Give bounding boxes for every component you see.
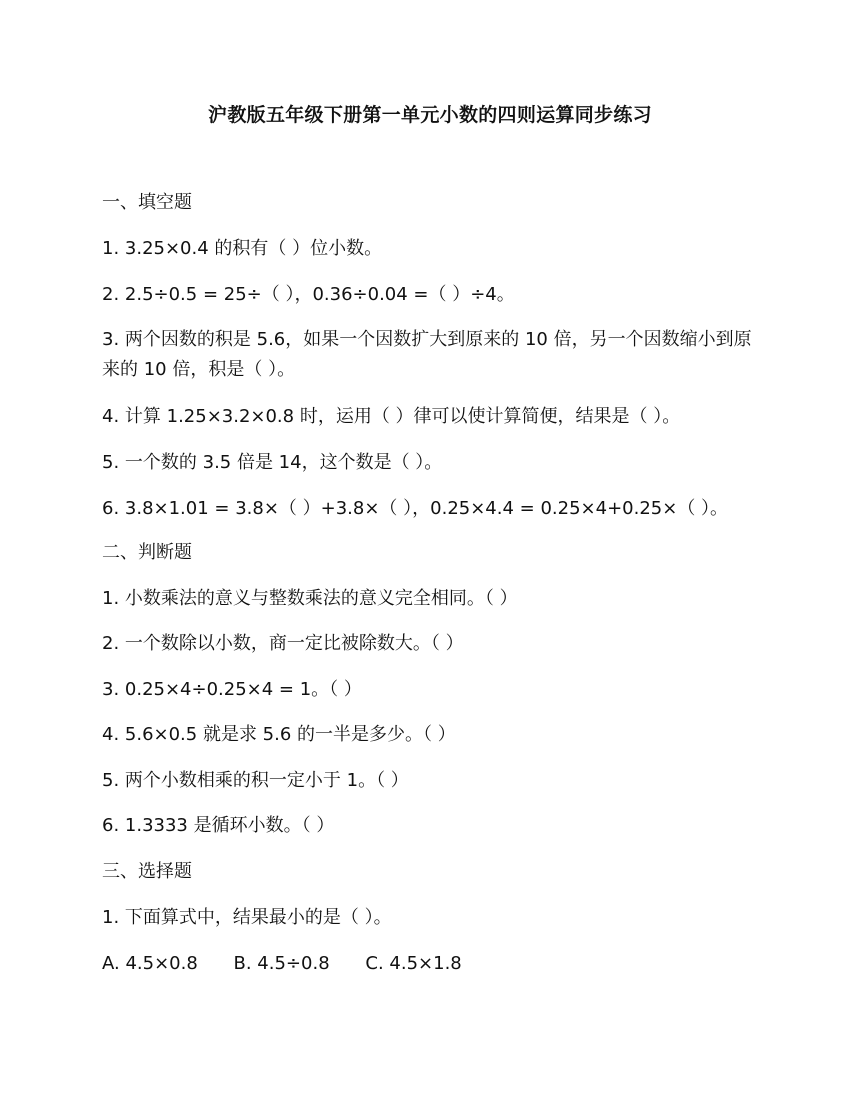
question-tf-3: 3. 0.25×4÷0.25×4 = 1。（ ） <box>102 679 362 700</box>
question-fill-2: 2. 2.5÷0.5 = 25÷（ ），0.36÷0.04 =（ ）÷4。 <box>102 284 515 305</box>
question-tf-6: 6. 1.3333 是循环小数。（ ） <box>102 815 335 836</box>
question-tf-1: 1. 小数乘法的意义与整数乘法的意义完全相同。（ ） <box>102 588 518 609</box>
choice-option-b: B. 4.5÷0.8 <box>233 953 330 974</box>
question-fill-4: 4. 计算 1.25×3.2×0.8 时，运用（ ）律可以使计算简便，结果是（ ）。 <box>102 406 681 427</box>
question-tf-2: 2. 一个数除以小数，商一定比被除数大。（ ） <box>102 633 464 654</box>
choice-option-a: A. 4.5×0.8 <box>102 953 198 974</box>
choice-option-c: C. 4.5×1.8 <box>365 953 462 974</box>
choice-options <box>102 949 462 979</box>
section-heading-true-false: 二、判断题 <box>102 542 192 563</box>
question-fill-5: 5. 一个数的 3.5 倍是 14，这个数是（ ）。 <box>102 452 443 473</box>
section-heading-multiple-choice: 三、选择题 <box>102 861 192 882</box>
question-fill-3: 3. 两个因数的积是 5.6，如果一个因数扩大到原来的 10 倍，另一个因数缩小到原来的 10 倍，积是（ ）。 <box>102 329 752 380</box>
section-heading-fill-blank: 一、填空题 <box>102 192 192 213</box>
question-choice-1: 1. 下面算式中，结果最小的是（ ）。 <box>102 907 392 928</box>
question-fill-6: 6. 3.8×1.01 = 3.8×（ ）+3.8×（ ），0.25×4.4 = 0.25×4+0.25×（ ）。 <box>102 498 729 519</box>
question-tf-5: 5. 两个小数相乘的积一定小于 1。（ ） <box>102 770 409 791</box>
question-tf-4: 4. 5.6×0.5 就是求 5.6 的一半是多少。（ ） <box>102 724 456 745</box>
question-fill-1: 1. 3.25×0.4 的积有（ ）位小数。 <box>102 238 383 259</box>
document-title: 沪教版五年级下册第一单元小数的四则运算同步练习 <box>208 104 652 126</box>
